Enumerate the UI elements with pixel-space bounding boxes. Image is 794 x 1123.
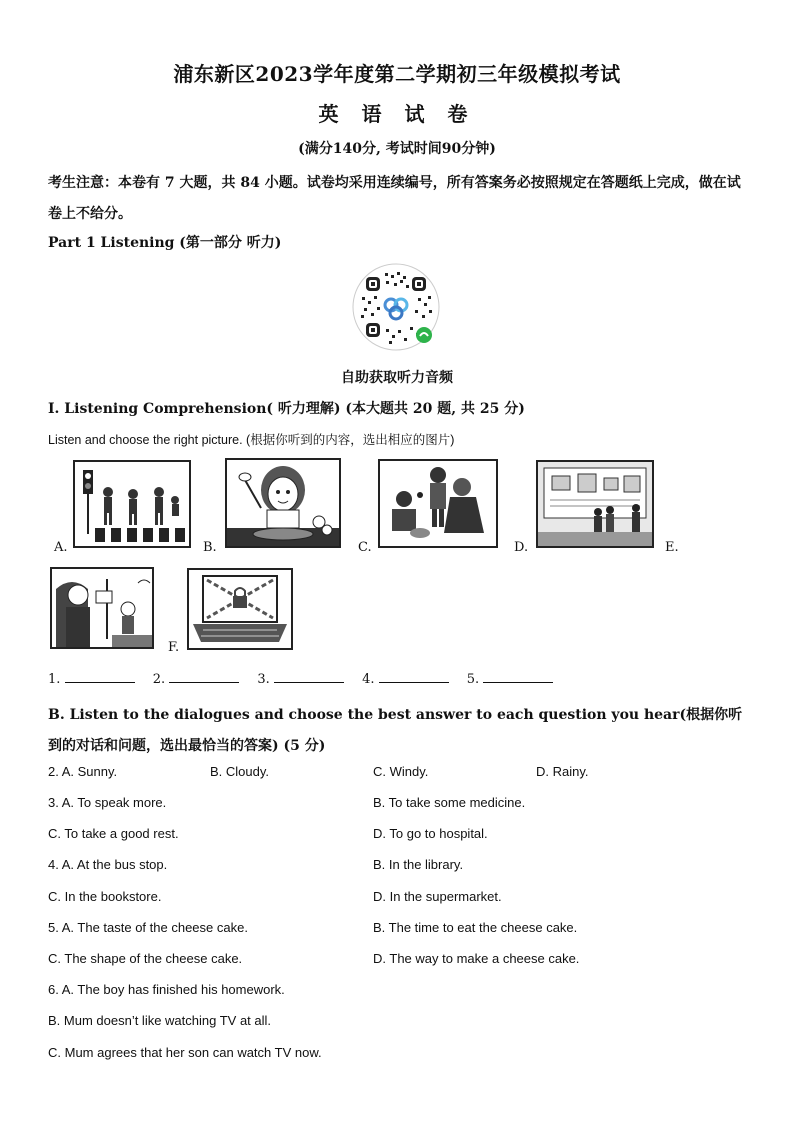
- section1-instruction: Listen and choose the right picture. (根据你听到的内容，选出相应的图片): [48, 433, 455, 447]
- blank-label-2: 2.: [152, 672, 166, 687]
- picture-label-b: B.: [203, 540, 217, 555]
- q5-option-b[interactable]: B. The time to eat the cheese cake.: [373, 920, 578, 935]
- q2-option-c[interactable]: C. Windy.: [373, 764, 429, 779]
- picture-c-helping: [378, 459, 498, 548]
- q2-option-b[interactable]: B. Cloudy.: [210, 764, 270, 779]
- exam-notice: 考生注意：本卷有 7 大题，共 84 小题。试卷均采用连续编号，所有答案务必按照规定在答题纸上完成，做在试卷上不给分。: [48, 175, 741, 222]
- answer-blank-1[interactable]: [65, 670, 135, 683]
- q5-option-c[interactable]: C. The shape of the cheese cake.: [48, 951, 243, 966]
- picture-label-a: A.: [54, 540, 68, 555]
- section1-title: I. Listening Comprehension( 听力理解) (本大题共 20 题, 共 25 分): [48, 401, 525, 417]
- picture-label-c: C.: [358, 540, 372, 555]
- q6-option-b[interactable]: B. Mum doesn’t like watching TV at all.: [48, 1013, 272, 1028]
- picture-label-f: F.: [168, 640, 180, 655]
- q4-option-a[interactable]: 4. A. At the bus stop.: [48, 857, 168, 872]
- qr-code-graphic: [352, 263, 440, 351]
- exam-subtitle: 英 语 试 卷: [318, 102, 476, 126]
- answer-blank-3[interactable]: [274, 670, 344, 683]
- qr-caption: 自助获取听力音频: [341, 370, 453, 386]
- answer-blank-4[interactable]: [379, 670, 449, 683]
- picture-e-family: [50, 567, 154, 649]
- q2-option-d[interactable]: D. Rainy.: [536, 764, 589, 779]
- q3-option-d[interactable]: D. To go to hospital.: [373, 826, 488, 841]
- answer-blanks: [48, 670, 567, 687]
- q3-option-a[interactable]: 3. A. To speak more.: [48, 795, 167, 810]
- q3-option-b[interactable]: B. To take some medicine.: [373, 795, 526, 810]
- part1-heading: Part 1 Listening (第一部分 听力): [48, 235, 282, 251]
- q6-option-a[interactable]: 6. A. The boy has finished his homework.: [48, 982, 285, 997]
- picture-b-cooking: [225, 458, 341, 548]
- answer-blank-2[interactable]: [169, 670, 239, 683]
- qr-code[interactable]: [352, 263, 440, 351]
- q4-option-d[interactable]: D. In the supermarket.: [373, 889, 502, 904]
- q5-option-a[interactable]: 5. A. The taste of the cheese cake.: [48, 920, 248, 935]
- blank-label-5: 5.: [466, 672, 480, 687]
- score-info: (满分140分, 考试时间90分钟): [298, 141, 496, 157]
- q3-option-c[interactable]: C. To take a good rest.: [48, 826, 179, 841]
- picture-a-crosswalk: [73, 460, 191, 548]
- sectionB-title: B. Listen to the dialogues and choose the best answer to each question you hear(根据你听到的对话和问题，选出最恰当的答案) (5 分): [48, 707, 743, 754]
- blank-label-3: 3.: [257, 672, 270, 687]
- blank-label-1: 1.: [48, 672, 61, 687]
- picture-d-museum: [536, 460, 654, 548]
- picture-f-locked-laptop: [187, 568, 293, 650]
- exam-title: 浦东新区2023学年度第二学期初三年级模拟考试: [173, 62, 621, 86]
- q6-option-c[interactable]: C. Mum agrees that her son can watch TV now.: [48, 1045, 322, 1060]
- q2-option-a[interactable]: 2. A. Sunny.: [48, 764, 118, 779]
- picture-label-e: E.: [665, 540, 679, 555]
- q4-option-c[interactable]: C. In the bookstore.: [48, 889, 162, 904]
- blank-label-4: 4.: [362, 672, 375, 687]
- picture-label-d: D.: [514, 540, 529, 555]
- q4-option-b[interactable]: B. In the library.: [373, 857, 464, 872]
- answer-blank-5[interactable]: [483, 670, 553, 683]
- q5-option-d[interactable]: D. The way to make a cheese cake.: [373, 951, 580, 966]
